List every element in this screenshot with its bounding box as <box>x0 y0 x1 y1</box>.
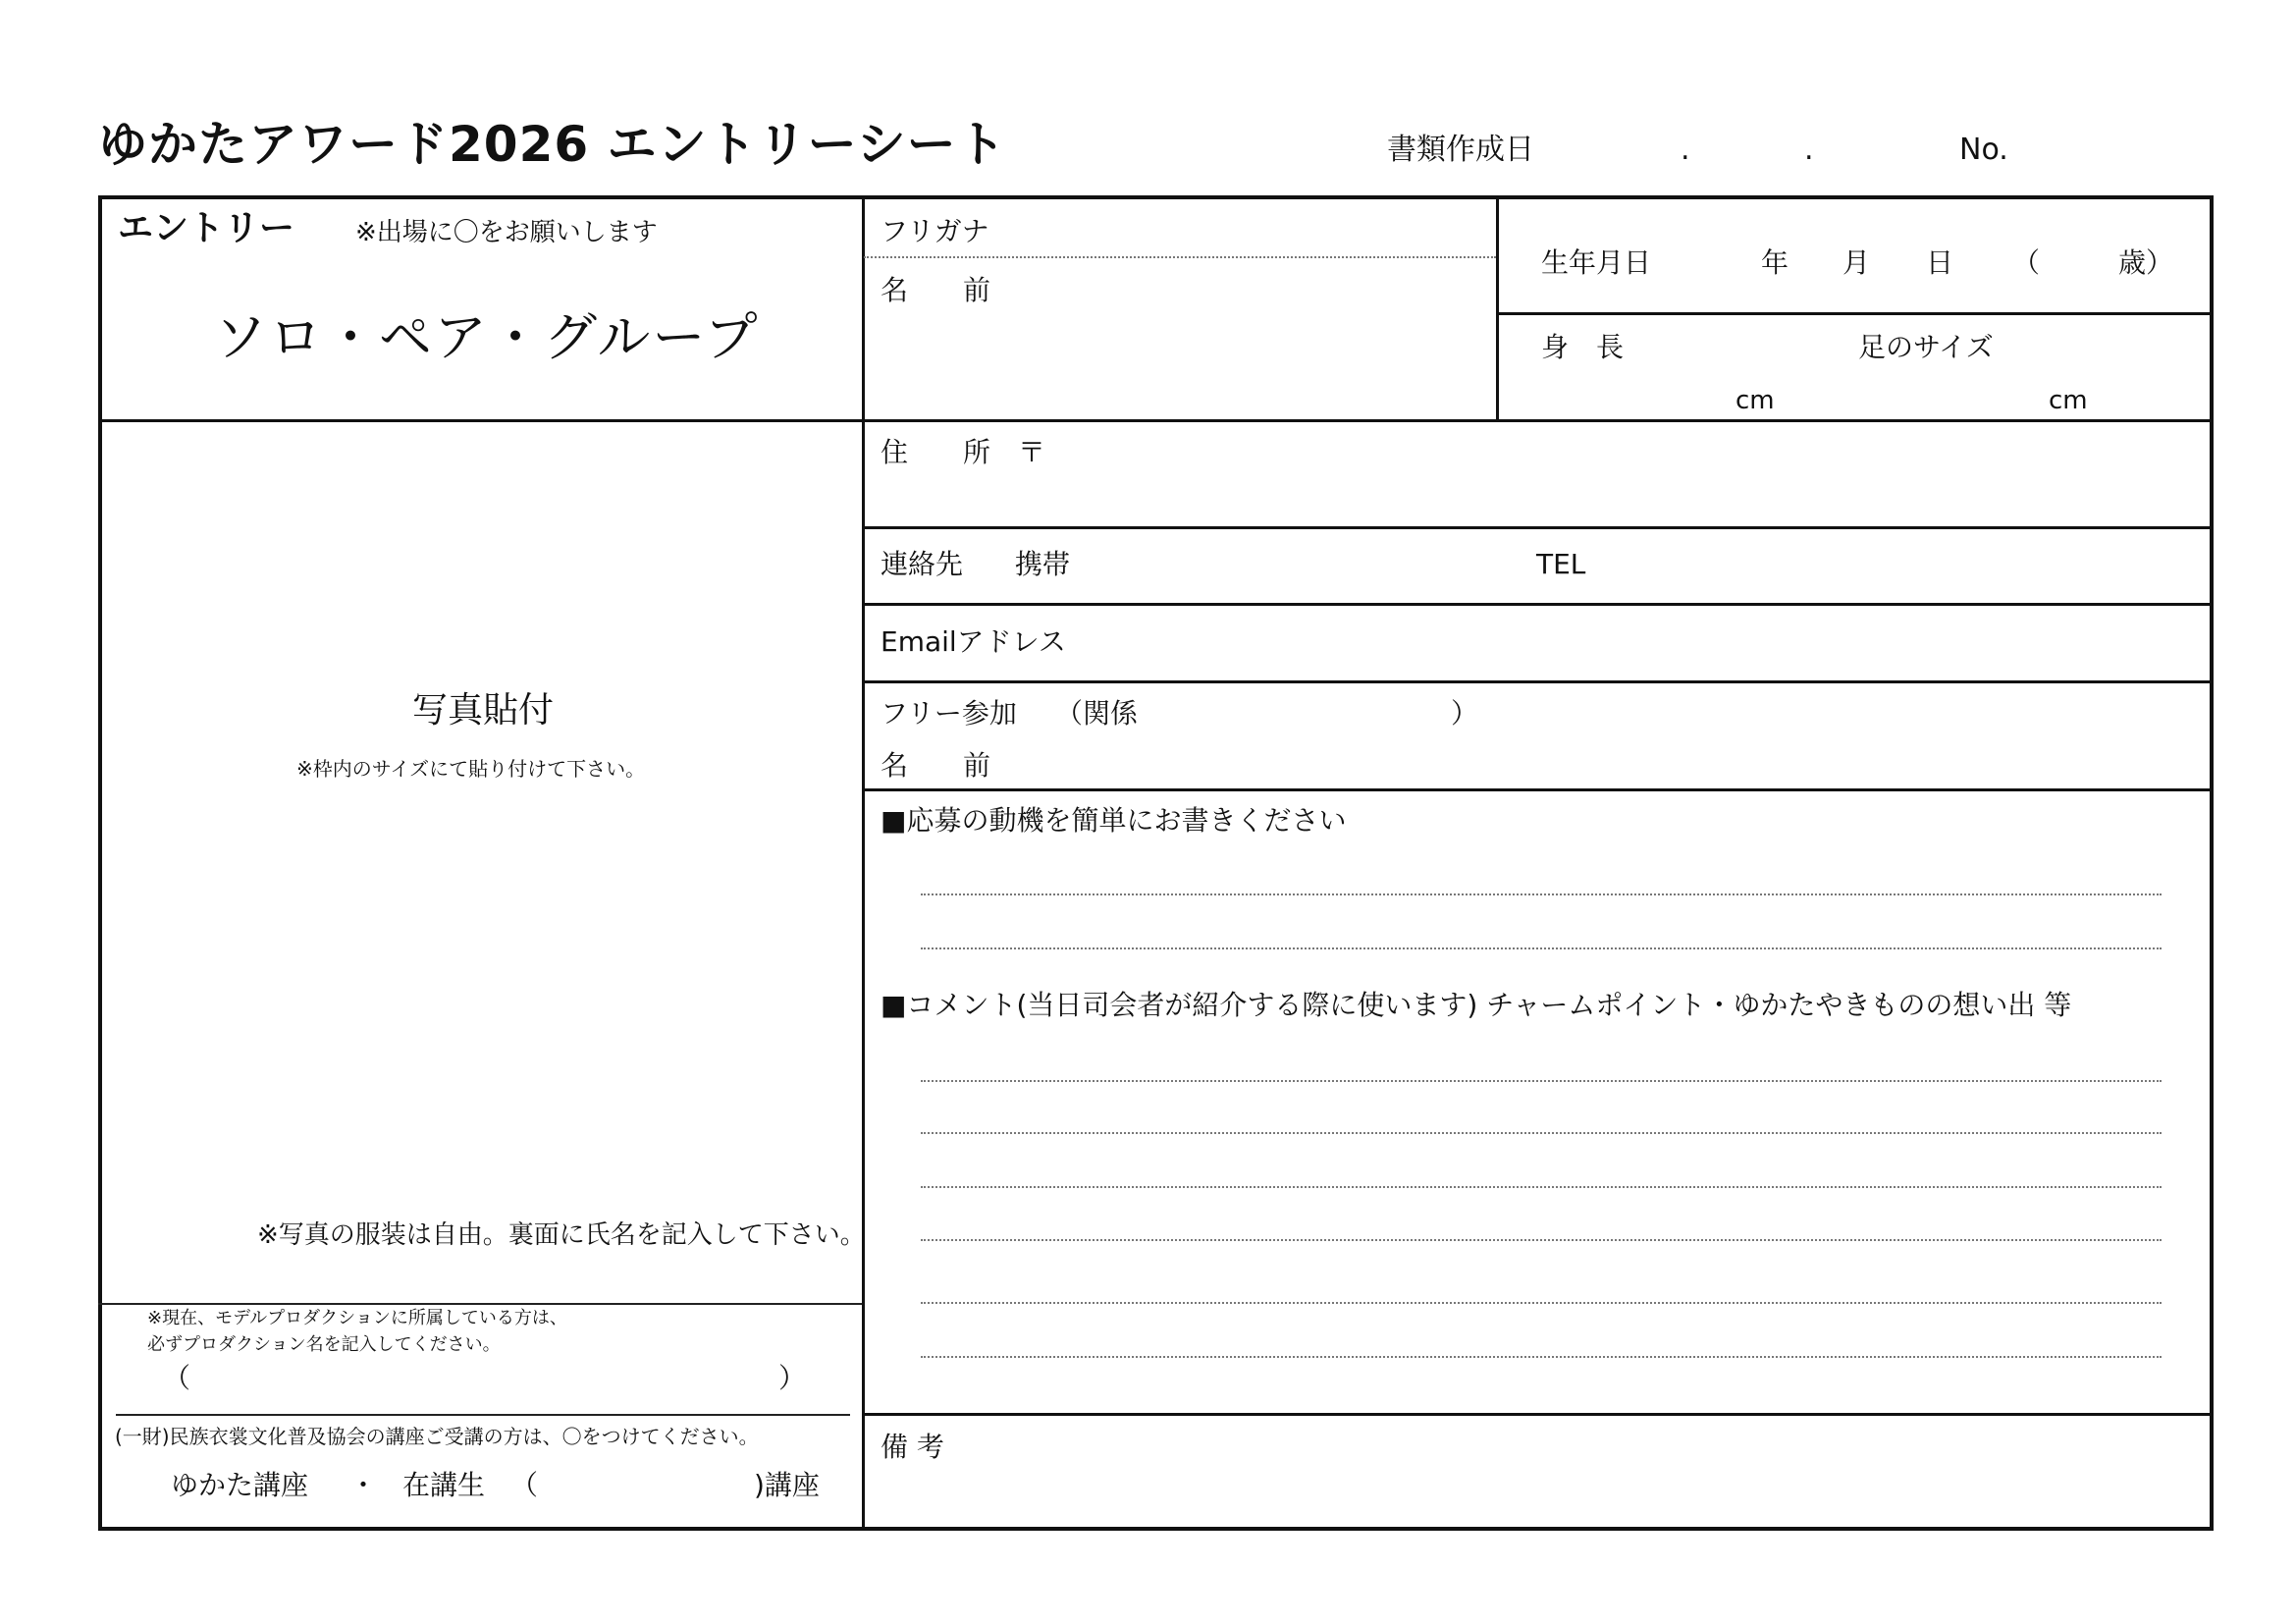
email-input[interactable] <box>1070 615 2199 670</box>
free-name-label: 名 前 <box>881 749 991 782</box>
row-divider <box>862 680 2214 683</box>
date-label: 書類作成日 <box>1387 133 1534 167</box>
column-divider <box>1496 195 1499 420</box>
course-note: (一財)民族衣裳文化普及協会の講座ご受講の方は、〇をつけてください。 <box>115 1425 759 1448</box>
height-input[interactable] <box>1620 363 1806 415</box>
height-unit: cm <box>1735 386 1775 415</box>
relation-open: （関係 <box>1055 697 1139 730</box>
row-divider <box>1496 312 2214 315</box>
photo-dress-note: ※写真の服装は自由。裏面に氏名を記入して下さい。 <box>257 1220 866 1250</box>
row-divider <box>98 1303 862 1305</box>
production-paren-close: ） <box>778 1362 807 1394</box>
birthday-input[interactable] <box>1669 236 2160 291</box>
photo-label: 写真貼付 <box>412 690 555 731</box>
date-separator: . <box>1681 133 1690 167</box>
column-divider <box>862 195 865 1531</box>
age-open: （ <box>2012 246 2041 279</box>
course-name-input[interactable] <box>540 1463 746 1506</box>
birthday-month-label: 月 <box>1842 246 1871 279</box>
course-yukata-option[interactable]: ゆかた講座 <box>171 1469 309 1501</box>
number-label: No. <box>1959 133 2008 167</box>
age-close: 歳） <box>2118 246 2174 279</box>
entry-heading: エントリー <box>118 208 295 248</box>
email-label: Emailアドレス <box>881 625 1066 658</box>
photo-paste-area[interactable] <box>102 423 860 1301</box>
mobile-input[interactable] <box>1090 538 1522 593</box>
date-separator: . <box>1804 133 1814 167</box>
birthday-year-label: 年 <box>1761 246 1789 279</box>
relation-input[interactable] <box>1139 692 1443 735</box>
row-divider <box>862 1413 2214 1416</box>
row-divider <box>862 603 2214 606</box>
date-input[interactable] <box>1541 128 1865 171</box>
production-note-line1: ※現在、モデルプロダクションに所属している方は、 <box>147 1308 567 1328</box>
number-input[interactable] <box>2012 128 2209 171</box>
course-paren-open: （ <box>510 1469 539 1501</box>
address-input[interactable] <box>1060 430 2199 520</box>
comment-label: ■コメント(当日司会者が紹介する際に使います) チャームポイント・ゆかたやきものの想い出 等 <box>881 989 2072 1021</box>
course-separator: ・ <box>349 1469 378 1501</box>
course-student-option[interactable]: 在講生 <box>402 1469 486 1501</box>
motivation-input[interactable] <box>921 854 2162 952</box>
foot-size-label: 足のサイズ <box>1858 331 1994 363</box>
row-divider <box>862 788 2214 791</box>
motivation-label: ■応募の動機を簡単にお書きください <box>881 804 1347 837</box>
row-divider <box>98 419 2214 422</box>
entry-options[interactable]: ソロ・ペア・グループ <box>214 306 760 368</box>
production-note-line2: 必ずプロダクション名を記入してください。 <box>147 1334 501 1355</box>
production-paren-open: （ <box>163 1362 191 1394</box>
furigana-label: フリガナ <box>881 215 989 247</box>
page-title: ゆかたアワード2026 エントリーシート <box>98 116 1007 173</box>
address-label: 住 所 〒 <box>881 436 1046 468</box>
foot-size-input[interactable] <box>1924 363 2110 415</box>
name-input[interactable] <box>991 267 1482 409</box>
course-suffix: )講座 <box>754 1469 820 1501</box>
remarks-label: 備 考 <box>881 1431 944 1463</box>
birthday-day-label: 日 <box>1926 246 1954 279</box>
tel-input[interactable] <box>1600 538 2199 593</box>
production-name-input[interactable] <box>196 1360 766 1403</box>
row-divider <box>862 526 2214 529</box>
furigana-divider <box>864 256 1496 258</box>
contact-label: 連絡先 <box>881 548 964 580</box>
foot-size-unit: cm <box>2049 386 2088 415</box>
photo-size-note: ※枠内のサイズにて貼り付けて下さい。 <box>296 757 646 781</box>
free-participation-label: フリー参加 <box>881 697 1017 730</box>
tel-label: TEL <box>1536 548 1586 580</box>
furigana-input[interactable] <box>991 206 1482 253</box>
entry-note: ※出場に〇をお願いします <box>355 218 658 247</box>
remarks-input[interactable] <box>972 1424 2199 1522</box>
height-label: 身 長 <box>1541 331 1625 363</box>
mobile-label: 携帯 <box>1015 548 1071 580</box>
relation-close: ） <box>1451 697 1479 730</box>
row-divider <box>116 1414 850 1416</box>
free-name-input[interactable] <box>1021 742 2199 785</box>
name-label: 名 前 <box>881 274 991 306</box>
comment-input[interactable] <box>921 1041 2162 1360</box>
birthday-label: 生年月日 <box>1541 246 1652 279</box>
